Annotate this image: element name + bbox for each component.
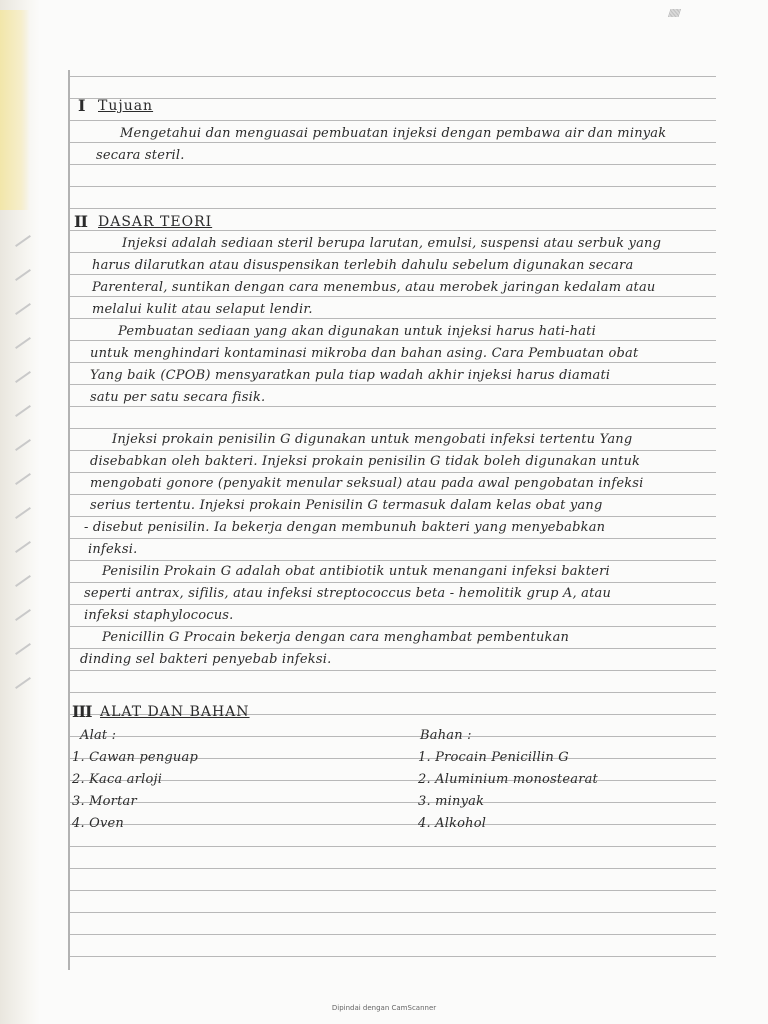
tujuan-line-1: Mengetahui dan menguasai pembuatan injeksi dengan pembawa air dan minyak <box>120 126 667 141</box>
corner-scribble: //////// <box>668 8 679 19</box>
tujuan-line-2: secara steril. <box>96 148 185 163</box>
teori-line-12: serius tertentu. Injeksi prokain Penisilin G termasuk dalam kelas obat yang <box>90 498 603 513</box>
bahan-item-3: 3. minyak <box>418 794 485 809</box>
ruled-line <box>70 780 716 781</box>
teori-line-9: Injeksi prokain penisilin G digunakan untuk mengobati infeksi tertentu Yang <box>112 432 633 447</box>
teori-line-18: Penicillin G Procain bekerja dengan cara menghambat pembentukan <box>102 630 570 645</box>
ruled-line <box>70 736 716 737</box>
teori-line-4: melalui kulit atau selaput lendir. <box>92 302 313 317</box>
ruled-line <box>70 76 716 77</box>
ruled-line <box>70 956 716 957</box>
ruled-line <box>70 450 716 451</box>
ruled-line <box>70 538 716 539</box>
bahan-item-2: 2. Aluminium monostearat <box>418 772 598 787</box>
bahan-item-1: 1. Procain Penicillin G <box>418 750 569 765</box>
teori-line-5: Pembuatan sediaan yang akan digunakan untuk injeksi harus hati-hati <box>118 324 596 339</box>
ruled-line <box>70 868 716 869</box>
ruled-line <box>70 890 716 891</box>
ruled-line <box>70 604 716 605</box>
teori-line-8: satu per satu secara fisik. <box>90 390 266 405</box>
scanner-watermark: Dipindai dengan CamScanner <box>331 1004 437 1012</box>
teori-line-1: Injeksi adalah sediaan steril berupa larutan, emulsi, suspensi atau serbuk yang <box>122 236 662 251</box>
section-title-tujuan: Tujuan <box>98 98 154 114</box>
teori-line-6: untuk menghindari kontaminasi mikroba dan bahan asing. Cara Pembuatan obat <box>90 346 639 361</box>
margin-line <box>68 70 70 970</box>
sticky-note-edge <box>0 10 30 210</box>
alat-item-1: 1. Cawan penguap <box>72 750 198 765</box>
ruled-line <box>70 824 716 825</box>
ruled-line <box>70 186 716 187</box>
ruled-line <box>70 494 716 495</box>
ruled-line <box>70 120 716 121</box>
teori-line-15: Penisilin Prokain G adalah obat antibiotik untuk menangani infeksi bakteri <box>102 564 610 579</box>
bahan-header: Bahan : <box>420 728 472 743</box>
teori-line-17: infeksi staphylococus. <box>84 608 234 623</box>
teori-line-10: disebabkan oleh bakteri. Injeksi prokain penisilin G tidak boleh digunakan untuk <box>90 454 641 469</box>
ruled-line <box>70 802 716 803</box>
teori-line-7: Yang baik (CPOB) mensyaratkan pula tiap wadah akhir injeksi harus diamati <box>90 368 611 383</box>
ruled-line <box>70 472 716 473</box>
ruled-line <box>70 560 716 561</box>
teori-line-14: infeksi. <box>88 542 138 557</box>
ruled-line <box>70 626 716 627</box>
ruled-line <box>70 648 716 649</box>
section-numeral-dasar-teori: II <box>74 212 87 231</box>
ruled-line <box>70 516 716 517</box>
ruled-line <box>70 208 716 209</box>
ruled-line <box>70 428 716 429</box>
ruled-line <box>70 98 716 99</box>
section-title-dasar-teori: DASAR TEORI <box>98 214 213 230</box>
alat-header: Alat : <box>80 728 117 743</box>
alat-item-4: 4. Oven <box>72 816 125 831</box>
teori-line-19: dinding sel bakteri penyebab infeksi. <box>80 652 332 667</box>
teori-line-11: mengobati gonore (penyakit menular seksual) atau pada awal pengobatan infeksi <box>90 476 644 491</box>
section-numeral-tujuan: I <box>78 96 85 115</box>
teori-line-13: - disebut penisilin. Ia bekerja dengan membunuh bakteri yang menyebabkan <box>84 520 606 535</box>
ruled-line <box>70 692 716 693</box>
ruled-line <box>70 934 716 935</box>
alat-item-2: 2. Kaca arloji <box>72 772 163 787</box>
teori-line-3: Parenteral, suntikan dengan cara menembus, atau merobek jaringan kedalam atau <box>92 280 656 295</box>
section-numeral-alat-bahan: III <box>72 702 92 721</box>
teori-line-16: seperti antrax, sifilis, atau infeksi streptococcus beta - hemolitik grup A, atau <box>84 586 612 601</box>
ruled-line <box>70 670 716 671</box>
teori-line-2: harus dilarutkan atau disuspensikan terlebih dahulu sebelum digunakan secara <box>92 258 634 273</box>
alat-item-3: 3. Mortar <box>72 794 137 809</box>
ruled-line <box>70 582 716 583</box>
ruled-line <box>70 912 716 913</box>
section-title-alat-bahan: ALAT DAN BAHAN <box>100 704 250 720</box>
ruled-line <box>70 846 716 847</box>
bahan-item-4: 4. Alkohol <box>418 816 487 831</box>
